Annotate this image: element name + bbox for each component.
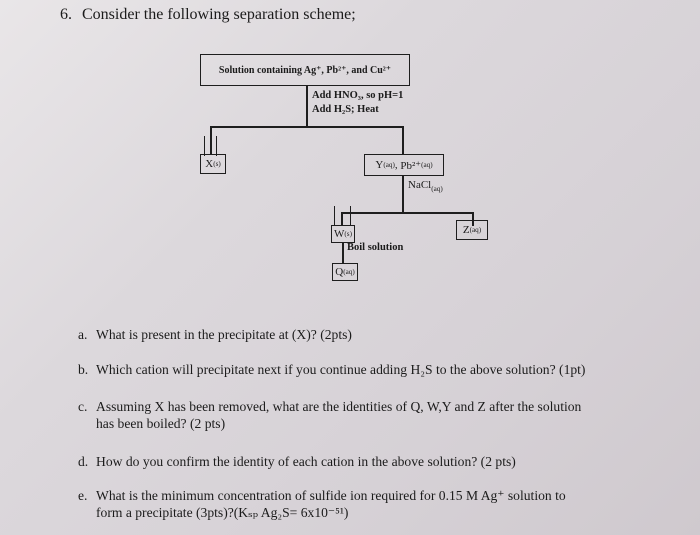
subquestion-e <box>78 487 638 521</box>
reagent-1: Add HNO₃, so pH=1 <box>312 90 404 101</box>
connector-line <box>341 212 473 214</box>
y-pb-box: Y (aq) , Pb²⁺ (aq) <box>364 154 444 176</box>
connector-line <box>306 86 308 126</box>
nacl-reagent <box>408 179 443 193</box>
x-label: X <box>205 158 214 170</box>
connector-line <box>341 212 343 226</box>
filter-bracket <box>334 206 335 226</box>
nacl-state: (aq) <box>431 185 443 194</box>
y-state: (aq) <box>383 161 395 169</box>
filter-bracket <box>216 136 217 156</box>
top-solution-box <box>200 54 410 86</box>
subquestion-text: How do you confirm the identity of each cation in the above solution? (2 pts) <box>96 454 516 469</box>
subquestion-label: e. <box>78 488 88 503</box>
nacl-label: NaCl <box>408 179 432 191</box>
top-solution-label: Solution containing Ag⁺, Pb²⁺, and Cu²⁺ <box>218 64 392 76</box>
connector-line <box>402 126 404 154</box>
z-label: Z <box>462 224 470 236</box>
pb-label: Pb²⁺ <box>400 159 422 172</box>
boil-step: Boil solution <box>347 242 404 253</box>
subquestion-label: c. <box>78 399 88 414</box>
subquestion-text-line1: Assuming X has been removed, what are the identities of Q, W,Y and Z after the solution <box>96 399 582 414</box>
x-state: (s) <box>213 160 221 168</box>
z-state: (aq) <box>469 226 482 234</box>
subquestion-label: d. <box>78 454 89 469</box>
pb-state: (aq) <box>421 161 433 169</box>
filter-bracket <box>350 206 351 226</box>
y-label: Y <box>375 159 384 171</box>
subquestion-text: What is present in the precipitate at (X)? (2pts) <box>96 327 352 342</box>
subquestion-c <box>78 398 638 432</box>
q-label: Q <box>335 266 344 278</box>
connector-line <box>402 176 404 212</box>
subquestion-label: b. <box>78 362 89 377</box>
w-label: W <box>334 228 345 240</box>
x-precipitate-box <box>200 154 226 174</box>
subquestion-b <box>78 361 638 378</box>
subquestion-label: a. <box>78 327 88 342</box>
subquestion-a <box>78 326 638 343</box>
z-solution-box <box>456 220 488 240</box>
question-prompt: Consider the following separation scheme; <box>82 6 356 23</box>
connector-line <box>210 126 403 128</box>
w-precipitate-box <box>331 225 355 243</box>
w-state: (s) <box>344 230 352 238</box>
reagent-2: Add H₂S; Heat <box>312 104 379 115</box>
q-solution-box <box>332 263 358 281</box>
subquestion-text: Which cation will precipitate next if you continue adding H₂S to the above solution? (1pt) <box>96 362 586 377</box>
q-state: (aq) <box>343 268 355 276</box>
connector-line <box>210 126 212 154</box>
connector-line <box>342 243 344 263</box>
subquestion-d <box>78 453 638 470</box>
subquestion-text-line2: form a precipitate (3pts)?(Kₛₚ Ag₂S= 6x10⁻⁵¹) <box>96 505 349 520</box>
question-header <box>60 6 356 24</box>
question-number: 6. <box>60 6 72 23</box>
filter-bracket <box>204 136 205 156</box>
subquestion-text-line1: What is the minimum concentration of sulfide ion required for 0.15 M Ag⁺ solution to <box>96 488 566 503</box>
subquestion-text-line2: has been boiled? (2 pts) <box>96 416 226 431</box>
